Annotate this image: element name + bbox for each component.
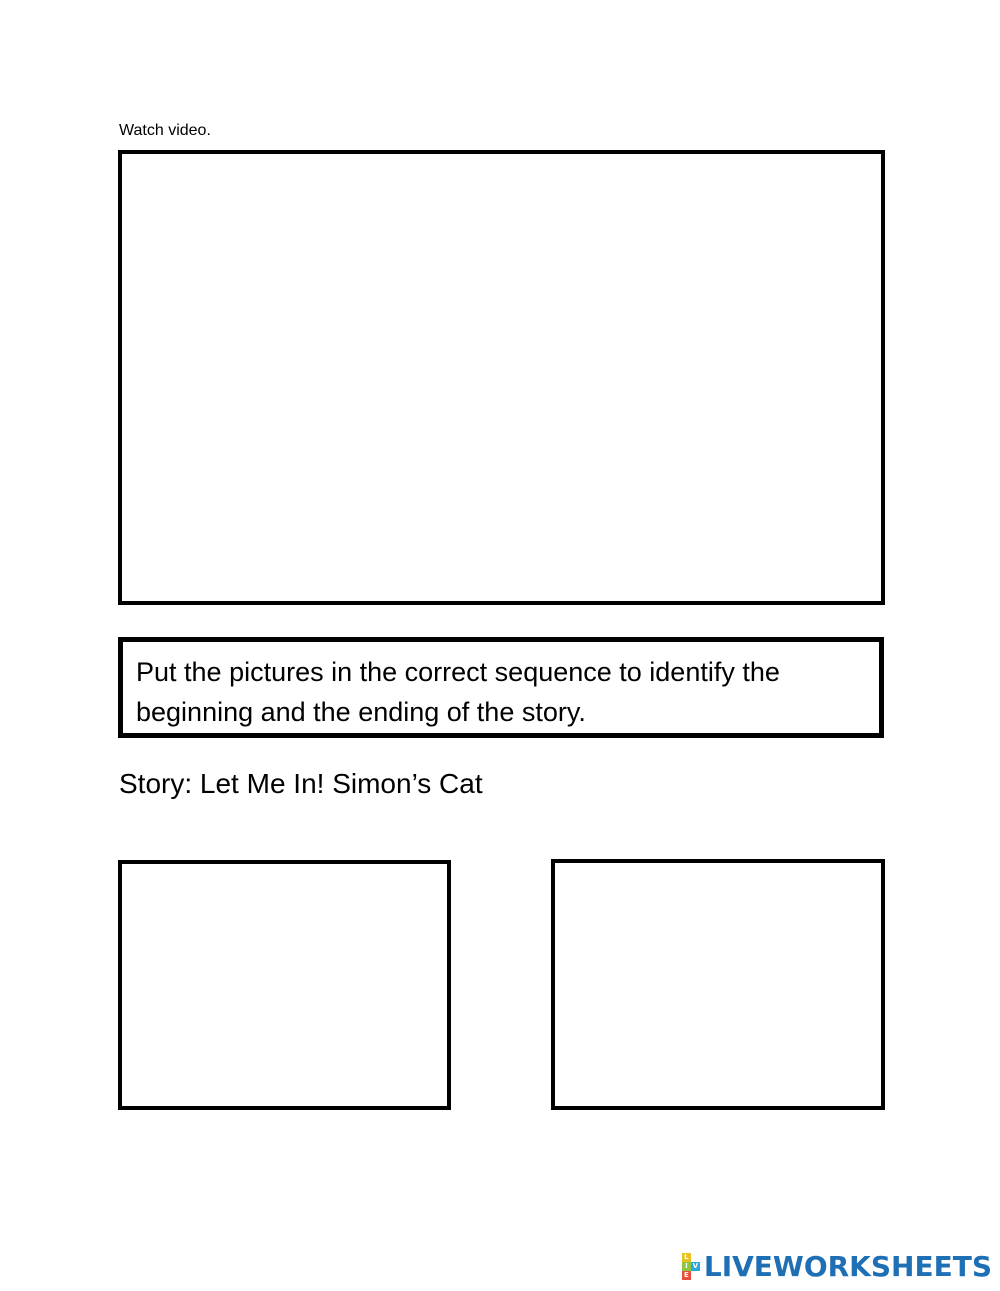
logo-letter-e: E [682,1271,691,1280]
task-instruction-text: Put the pictures in the correct sequence to identify the beginning and the ending of the story. [136,657,780,727]
logo-letter-v: V [692,1261,699,1270]
liveworksheets-branding [682,1251,992,1281]
logo-spacer [691,1253,700,1262]
liveworksheets-wordmark: LIVEWORKSHEETS [703,1249,992,1283]
watch-video-instruction: Watch video. [119,122,211,139]
task-instruction-box [118,637,884,738]
picture-drop-zone-beginning[interactable] [118,860,451,1110]
logo-letter-i: I [682,1262,691,1271]
liveworksheets-logo-icon [682,1253,700,1280]
picture-drop-zone-ending[interactable] [551,859,885,1110]
story-title: Story: Let Me In! Simon’s Cat [119,768,483,799]
logo-spacer [691,1271,700,1280]
video-frame[interactable] [118,150,885,605]
logo-letter-l: L [682,1253,691,1262]
